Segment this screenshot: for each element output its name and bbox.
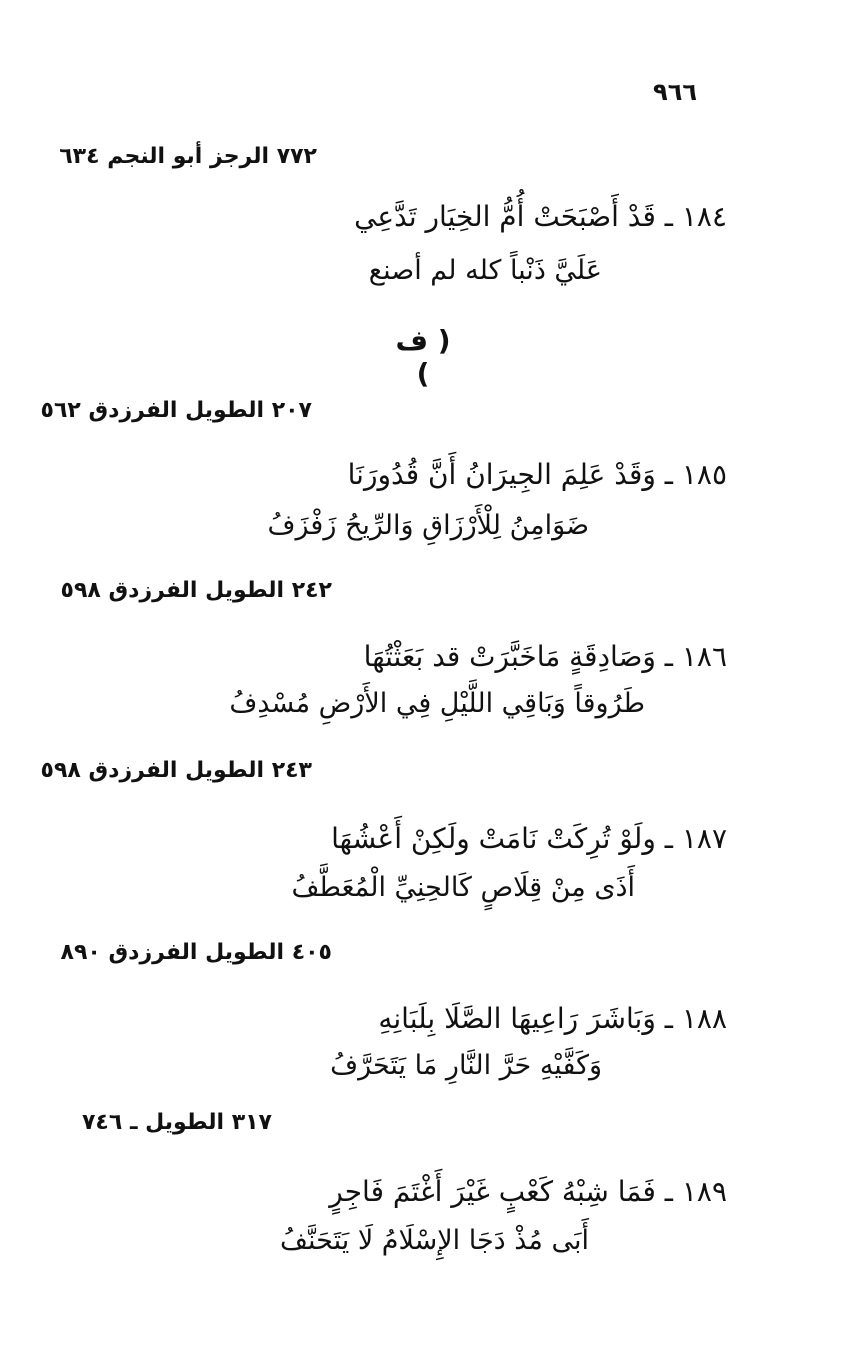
section-heading: ( ف ) [395,324,451,390]
verse-185-line1: ١٨٥ ـ وَقَدْ عَلِمَ الجِيرَانُ أَنَّ قُدُورَنَا [347,458,727,491]
verse-184-line2: عَلَيَّ ذَنْباً كله لم أصنع [368,255,602,286]
verse-185-line2: ضَوَامِنُ لِلْأَرْزَاقِ وَالرِّيحُ زَفْزَفُ [267,510,589,541]
verse-189-line1: ١٨٩ ـ فَمَا شِبْهُ كَعْبٍ غَيْرَ أَغْتَمَ فَاجِرٍ [329,1175,727,1208]
verse-189-line2: أَبَى مُذْ دَجَا الإِسْلَامُ لَا يَتَحَنَّفُ [280,1225,589,1256]
citation-188: ٤٠٥ الطويل الفرزدق ٨٩٠ [60,940,332,965]
citation-187: ٢٤٣ الطويل الفرزدق ٥٩٨ [40,758,312,783]
citation-184: ٧٧٢ الرجز أبو النجم ٦٣٤ [59,144,317,169]
verse-187-line1: ١٨٧ ـ ولَوْ تُرِكَتْ نَامَتْ ولَكِنْ أَعْشُهَا [331,822,727,855]
verse-186-line2: طَرُوقاً وَبَاقِي اللَّيْلِ فِي الأَرْضِ مُسْدِفُ [229,688,645,719]
citation-185: ٢٠٧ الطويل الفرزدق ٥٦٢ [40,398,312,423]
verse-188-line2: وَكَفَّيْهِ حَرَّ النَّارِ مَا يَتَحَرَّفُ [330,1050,602,1081]
verse-188-line1: ١٨٨ ـ وَبَاشَرَ رَاعِيهَا الصَّلَا بِلَبَانِهِ [378,1002,727,1035]
verse-184-line1: ١٨٤ ـ قَدْ أَصْبَحَتْ أُمُّ الخِيَار تَدَّعِي [354,200,727,233]
page-number: ٩٦٦ [653,78,697,106]
verse-186-line1: ١٨٦ ـ وَصَادِقَةٍ مَاخَبَّرَتْ قد بَعَثْتُهَا [363,640,727,673]
citation-189: ٣١٧ الطويل ـ ٧٤٦ [81,1110,272,1135]
citation-186: ٢٤٢ الطويل الفرزدق ٥٩٨ [60,578,332,603]
verse-187-line2: أَذَى مِنْ قِلَاصٍ كَالحِنِيِّ الْمُعَطَّفُ [291,872,635,903]
